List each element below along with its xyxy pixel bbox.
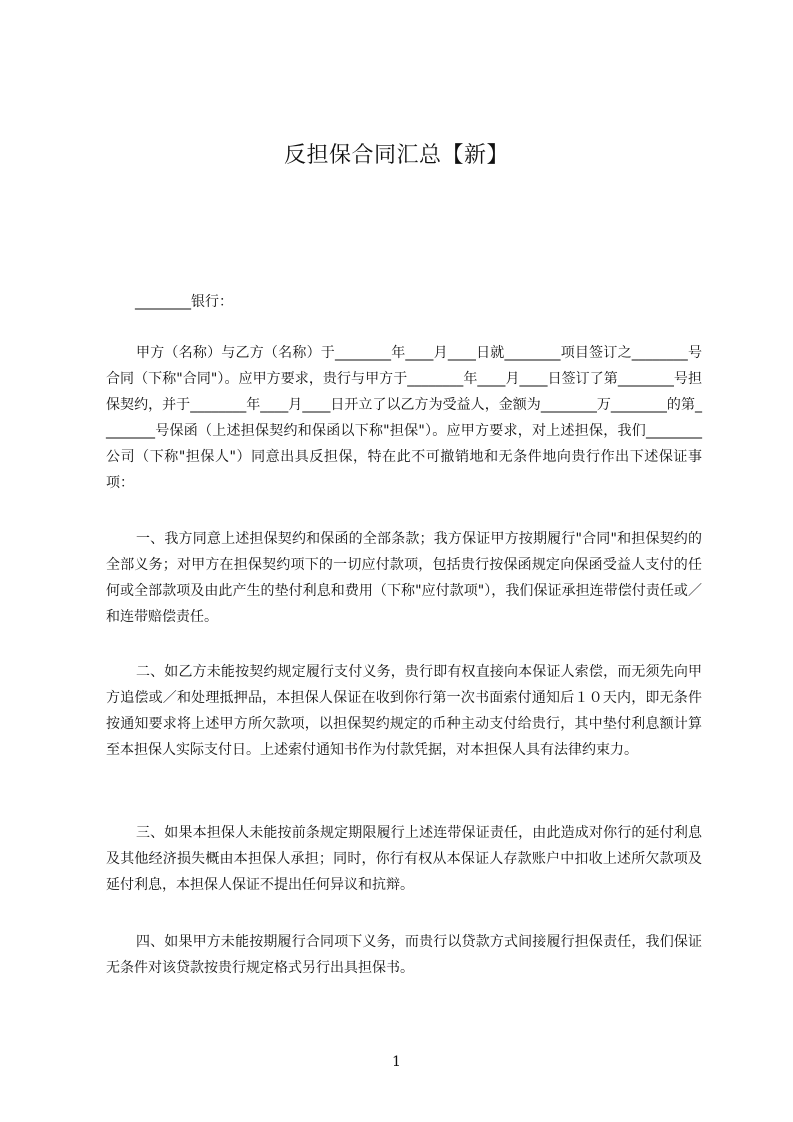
clause-1-paragraph: 一、我方同意上述担保契约和保函的全部条款；我方保证甲方按期履行"合同"和担保契约的全部义务；对甲方在担保契约项下的一切应付款项，包括贵行按保函规定向保函受益人支付的任何或全部款项及由此产生的垫付利息和费用（下称"应付款项"），我们保证承担连带偿付责任或／和连带赔偿责任。 <box>106 531 702 625</box>
clause-4-paragraph: 四、如果甲方未能按期履行合同项下义务，而贵行以贷款方式间接履行担保责任，我们保证无条件对该贷款按贵行规定格式另行出具担保书。 <box>106 934 702 976</box>
document-title: 反担保合同汇总【新】 <box>283 143 509 168</box>
addressee-line: ________银行： <box>135 294 233 310</box>
page-number: 1 <box>392 1054 401 1070</box>
clause-3-paragraph: 三、如果本担保人未能按前条规定期限履行上述连带保证责任，由此造成对你行的延付利息及其他经济损失概由本担保人承担；同时，你行有权从本保证人存款账户中扣收上述所欠款项及延付利息，本担保人保证不提出任何异议和抗辩。 <box>106 825 702 893</box>
intro-paragraph: 甲方（名称）与乙方（名称）于________年____月____日就________项目签订之________号合同（下称"合同"）。应甲方要求，贵行与甲方于________年____月____日签订了第________号担保契约，并于________年____月____日开立了以乙方为受益人，金额为________万________的第________号保函（上述担保契约和保函以下称"担保"）。应甲方要求，对上述担保，我们________公司（下称"担保人"）同意出具反担保，特在此不可撤销地和无条件地向贵行作出下述保证事项： <box>106 345 702 491</box>
clause-2-paragraph: 二、如乙方未能按契约规定履行支付义务，贵行即有权直接向本保证人索偿，而无须先向甲方追偿或／和处理抵押品，本担保人保证在收到你行第一次书面索付通知后１０天内，即无条件按通知要求将上述甲方所欠款项，以担保契约规定的币种主动支付给贵行，其中垫付利息额计算至本担保人实际支付日。上述索付通知书作为付款凭据，对本担保人具有法律约束力。 <box>106 664 702 758</box>
